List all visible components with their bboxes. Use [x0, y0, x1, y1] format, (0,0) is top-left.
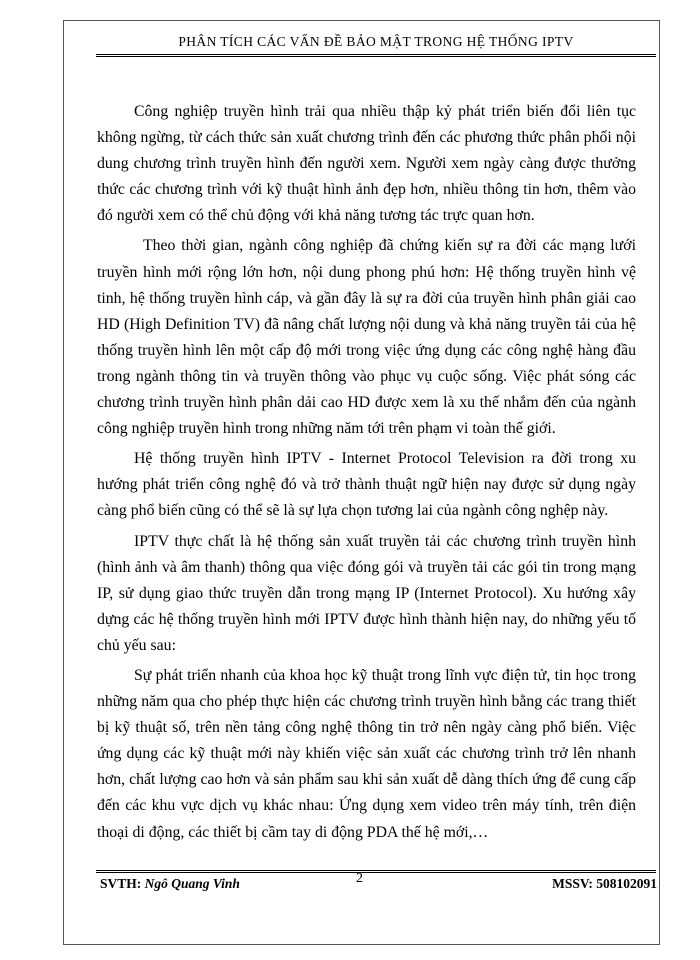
footer-student-id: [520, 876, 657, 892]
document-body: [97, 99, 636, 850]
student-id-label: MSSV:: [552, 876, 593, 891]
paragraph: Theo thời gian, ngành công nghiệp đã chứng kiến sự ra đời các mạng lưới truyền hình mới rộng lớn hơn, nội dung phong phú hơn: Hệ thống truyền hình vệ tinh, hệ thống truyền hình cáp, và gần đây là sự ra đời của truyền hình phân giải cao HD (High Definition TV) đã nâng chất lượng nội dung và khả năng truyền tải của hệ thống truyền hình lên một cấp độ mới trong việc ứng dụng các công nghệ hàng đầu trong ngành thông tin và truyền thông vào phục vụ cuộc sống. Việc phát sóng các chương trình truyền hình phân dải cao HD được xem là xu thế nhắm đến của ngành công nghiệp truyền hình trong những năm tới trên phạm vi toàn thế giới.: [97, 237, 636, 438]
student-label: SVTH:: [100, 876, 142, 891]
paragraph: Hệ thống truyền hình IPTV - Internet Protocol Television ra đời trong xu hướng phát triển công nghệ đó và trở thành thuật ngữ hiện nay được sử dụng ngày càng phổ biến cũng có thể sẽ là sự lựa chọn tương lai của ngành công nghệp này.: [97, 450, 636, 520]
footer-divider: [96, 870, 656, 873]
student-name: Ngô Quang Vinh: [144, 876, 240, 891]
page-number: 2: [356, 871, 363, 886]
page-header-title: PHÂN TÍCH CÁC VẤN ĐỀ BẢO MẬT TRONG HỆ THỐNG IPTV: [178, 34, 574, 49]
footer-student: [100, 876, 240, 892]
student-id-value: 508102091: [596, 876, 657, 891]
paragraph: Công nghiệp truyền hình trải qua nhiều thập kỷ phát triển biến đổi liên tục không ngừng, từ cách thức sản xuất chương trình đến các phương thức phân phối nội dung chương trình truyền hình đến người xem. Người xem ngày càng được thưởng thức các chương trình với kỹ thuật hình ảnh đẹp hơn, nhiều thông tin hơn, thêm vào đó người xem có thể chủ động với khả năng tương tác trực quan hơn.: [97, 103, 636, 225]
paragraph: Sự phát triển nhanh của khoa học kỹ thuật trong lĩnh vực điện tử, tin học trong những năm qua cho phép thực hiện các chương trình truyền hình bằng các trang thiết bị kỹ thuật số, trên nền tảng công nghệ thông tin trở nên ngày càng phổ biến. Việc ứng dụng các kỹ thuật mới này khiến việc sản xuất các chương trình trở lên nhanh hơn, chất lượng cao hơn và sản phẩm sau khi sản xuất dễ dàng thích ứng để cung cấp đến các khu vực dịch vụ khác nhau: Ứng dụng xem video trên máy tính, trên điện thoại di động, các thiết bị cầm tay di động PDA thế hệ mới,…: [97, 666, 636, 841]
header-divider: [96, 54, 656, 57]
paragraph: IPTV thực chất là hệ thống sản xuất truyền tải các chương trình truyền hình (hình ảnh và âm thanh) thông qua việc đóng gói và truyền tải các gói tin trong mạng IP, sử dụng giao thức truyền dẫn trong mạng IP (Internet Protocol). Xu hướng xây dựng các hệ thống truyền hình mới IPTV được hình thành hiện nay, do những yếu tố chủ yếu sau:: [97, 532, 636, 654]
